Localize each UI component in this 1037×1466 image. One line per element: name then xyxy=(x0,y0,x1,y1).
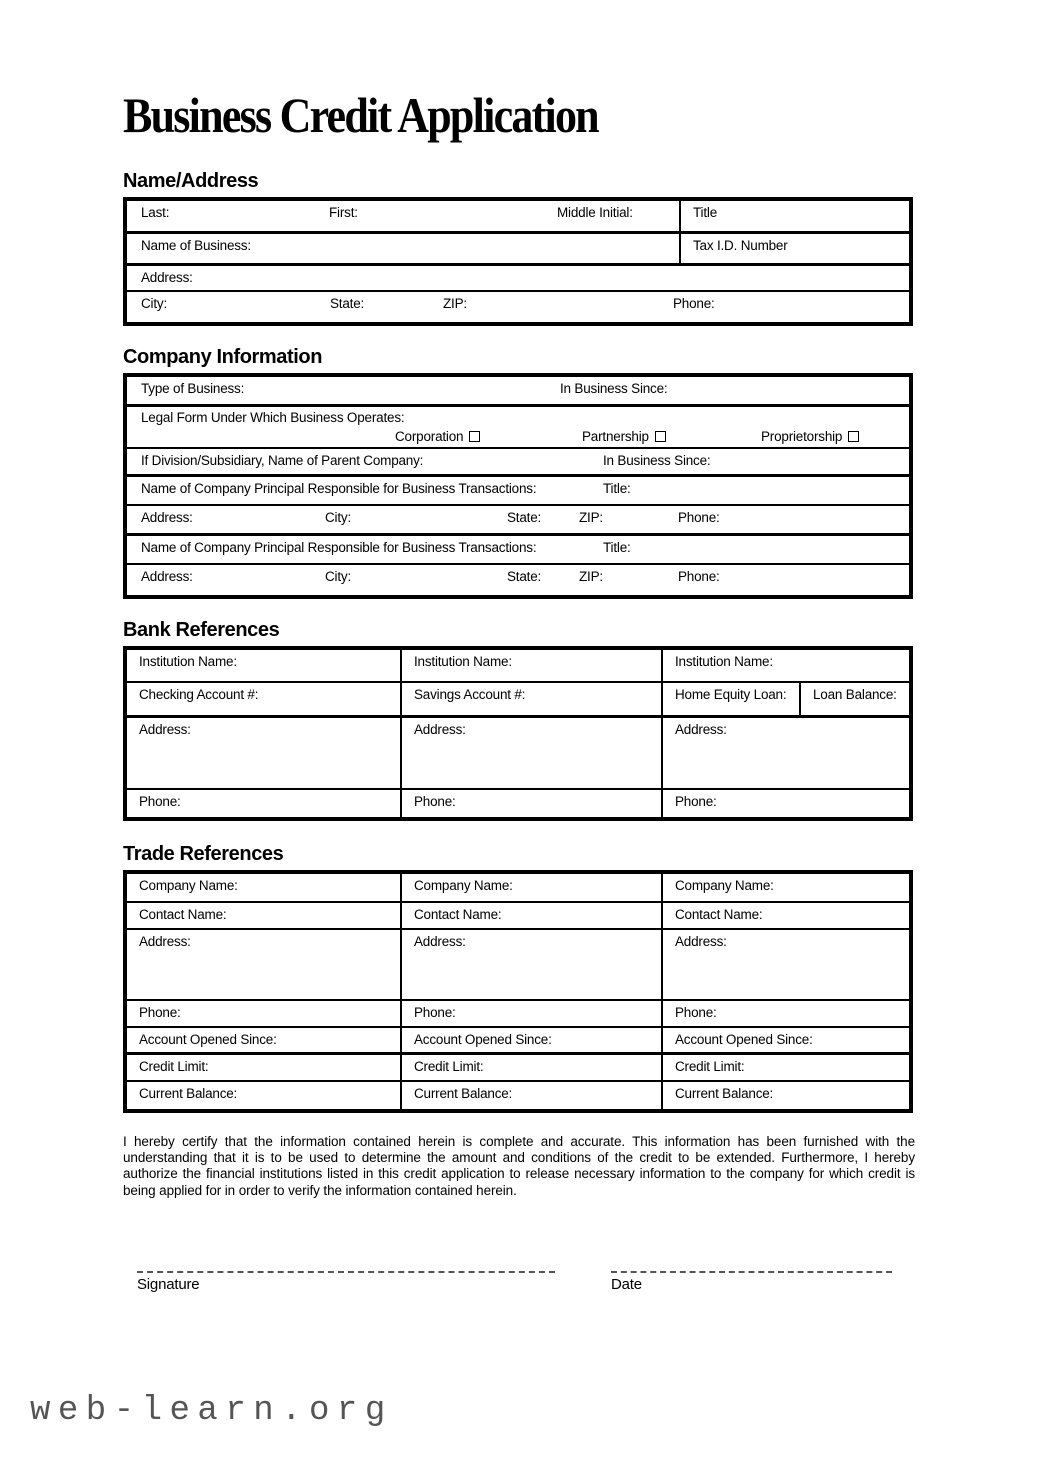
row-principal-address-2[interactable] xyxy=(127,565,909,595)
label-savings-account: Savings Account #: xyxy=(414,687,526,702)
label-partnership: Partnership xyxy=(582,429,649,444)
label-proprietorship: Proprietorship xyxy=(761,429,843,444)
section-heading-name-address: Name/Address xyxy=(123,170,259,192)
label-division-parent: If Division/Subsidiary, Name of Parent Company: xyxy=(141,453,424,468)
label-credit-limit-3: Credit Limit: xyxy=(675,1059,745,1074)
label-account-opened-3: Account Opened Since: xyxy=(675,1032,813,1047)
row-personal-name[interactable] xyxy=(127,201,909,234)
row-bank-phone xyxy=(127,790,909,817)
section-heading-bank-references: Bank References xyxy=(123,619,280,641)
label-principal-state-1: State: xyxy=(507,510,542,525)
label-trade-phone-3: Phone: xyxy=(675,1005,717,1020)
proprietorship-checkbox[interactable] xyxy=(848,431,859,442)
bank3-address-cell[interactable] xyxy=(661,718,909,788)
row-division-subsidiary[interactable] xyxy=(127,449,909,477)
trade3-account-opened-cell[interactable] xyxy=(661,1028,909,1052)
trade1-company-cell[interactable] xyxy=(127,874,400,901)
label-trade-phone-2: Phone: xyxy=(414,1005,456,1020)
trade1-account-opened-cell[interactable] xyxy=(127,1028,400,1052)
watermark-site-url: web-learn.org xyxy=(30,1392,393,1430)
label-current-balance-2: Current Balance: xyxy=(414,1086,513,1101)
label-bank-phone-3: Phone: xyxy=(675,794,717,809)
label-current-balance-3: Current Balance: xyxy=(675,1086,774,1101)
label-principal-phone-2: Phone: xyxy=(678,569,720,584)
label-in-business-since: In Business Since: xyxy=(560,381,668,396)
trade3-company-cell[interactable] xyxy=(661,874,909,901)
trade1-contact-cell[interactable] xyxy=(127,903,400,928)
label-trade-company-3: Company Name: xyxy=(675,878,774,893)
label-state: State: xyxy=(330,296,365,311)
label-trade-address-3: Address: xyxy=(675,934,727,949)
label-trade-contact-3: Contact Name: xyxy=(675,907,763,922)
label-principal-state-2: State: xyxy=(507,569,542,584)
label-credit-limit-1: Credit Limit: xyxy=(139,1059,209,1074)
signature-block xyxy=(123,1271,913,1293)
label-in-business-since-2: In Business Since: xyxy=(603,453,711,468)
label-corporation: Corporation xyxy=(395,429,464,444)
label-loan-balance: Loan Balance: xyxy=(813,687,897,702)
trade2-company-cell[interactable] xyxy=(400,874,661,901)
trade3-contact-cell[interactable] xyxy=(661,903,909,928)
label-type-of-business: Type of Business: xyxy=(141,381,245,396)
label-bank-address-1: Address: xyxy=(139,722,191,737)
section-heading-trade-references: Trade References xyxy=(123,843,284,865)
partnership-checkbox[interactable] xyxy=(655,431,666,442)
label-bank-address-3: Address: xyxy=(675,722,727,737)
label-principal-address-1: Address: xyxy=(141,510,193,525)
trade2-account-opened-cell[interactable] xyxy=(400,1028,661,1052)
label-institution-1: Institution Name: xyxy=(139,654,237,669)
label-address: Address: xyxy=(141,270,193,285)
label-phone: Phone: xyxy=(673,296,715,311)
row-address[interactable] xyxy=(127,266,909,292)
date-line[interactable] xyxy=(611,1271,892,1273)
label-city: City: xyxy=(141,296,168,311)
trade-references-table xyxy=(123,870,913,1113)
trade2-credit-limit-cell[interactable] xyxy=(400,1055,661,1080)
label-last: Last: xyxy=(141,205,170,220)
certification-paragraph: I hereby certify that the information contained herein is complete and accurate. This information has been furnished with the understanding that it is to be used to determine the amount and conditions of the credit to be extended. Furthermore, I hereby authorize the financial institutions listed in this credit application to release necessary information to the company for which credit is being applied for in order to verify the information contained herein. xyxy=(123,1134,915,1198)
label-trade-phone-1: Phone: xyxy=(139,1005,181,1020)
label-checking-account: Checking Account #: xyxy=(139,687,259,702)
label-bank-address-2: Address: xyxy=(414,722,466,737)
trade2-address-cell[interactable] xyxy=(400,930,661,999)
row-bank-address xyxy=(127,718,909,790)
trade3-phone-cell[interactable] xyxy=(661,1001,909,1026)
row-trade-company-name xyxy=(127,874,909,903)
row-principal-2[interactable] xyxy=(127,536,909,565)
label-principal-city-2: City: xyxy=(325,569,352,584)
section-heading-company-information: Company Information xyxy=(123,346,323,368)
signature-line[interactable] xyxy=(137,1271,555,1273)
bank1-phone-cell[interactable] xyxy=(127,790,400,817)
trade3-address-cell[interactable] xyxy=(661,930,909,999)
row-business-name[interactable] xyxy=(127,234,909,266)
row-city-state-zip-phone[interactable] xyxy=(127,292,909,322)
row-trade-address xyxy=(127,930,909,1001)
label-bank-phone-2: Phone: xyxy=(414,794,456,809)
label-principal-title-2: Title: xyxy=(603,540,631,555)
row-trade-contact-name xyxy=(127,903,909,930)
label-trade-contact-1: Contact Name: xyxy=(139,907,227,922)
row-trade-credit-limit xyxy=(127,1055,909,1082)
trade2-current-balance-cell[interactable] xyxy=(400,1082,661,1109)
row-type-of-business[interactable] xyxy=(127,377,909,407)
signature-label: Signature xyxy=(137,1275,200,1293)
label-trade-contact-2: Contact Name: xyxy=(414,907,502,922)
label-legal-form: Legal Form Under Which Business Operates: xyxy=(141,410,405,425)
trade1-phone-cell[interactable] xyxy=(127,1001,400,1026)
row-trade-current-balance xyxy=(127,1082,909,1109)
savings-account-cell[interactable] xyxy=(400,683,661,715)
label-trade-company-2: Company Name: xyxy=(414,878,513,893)
label-bank-phone-1: Phone: xyxy=(139,794,181,809)
label-principal-title-1: Title: xyxy=(603,481,631,496)
bank1-address-cell[interactable] xyxy=(127,718,400,788)
label-principal-zip-1: ZIP: xyxy=(579,510,603,525)
bank2-phone-cell[interactable] xyxy=(400,790,661,817)
label-account-opened-2: Account Opened Since: xyxy=(414,1032,552,1047)
trade1-current-balance-cell[interactable] xyxy=(127,1082,400,1109)
label-trade-address-1: Address: xyxy=(139,934,191,949)
label-current-balance-1: Current Balance: xyxy=(139,1086,238,1101)
option-partnership xyxy=(582,429,666,444)
signature-area[interactable] xyxy=(137,1271,555,1293)
label-zip: ZIP: xyxy=(443,296,467,311)
trade3-current-balance-cell[interactable] xyxy=(661,1082,909,1109)
label-first: First: xyxy=(329,205,358,220)
page-title: Business Credit Application xyxy=(123,87,598,143)
row-bank-accounts xyxy=(127,683,909,718)
label-principal-1: Name of Company Principal Responsible for Business Transactions: xyxy=(141,481,537,496)
trade3-credit-limit-cell[interactable] xyxy=(661,1055,909,1080)
home-equity-loan-cell[interactable] xyxy=(661,683,799,715)
row-trade-phone xyxy=(127,1001,909,1028)
label-trade-company-1: Company Name: xyxy=(139,878,238,893)
corporation-checkbox[interactable] xyxy=(469,431,480,442)
label-trade-address-2: Address: xyxy=(414,934,466,949)
trade2-phone-cell[interactable] xyxy=(400,1001,661,1026)
bank3-institution-cell[interactable] xyxy=(661,650,909,681)
label-account-opened-1: Account Opened Since: xyxy=(139,1032,277,1047)
row-legal-form xyxy=(127,407,909,449)
bank2-institution-cell[interactable] xyxy=(400,650,661,681)
option-corporation xyxy=(395,429,480,444)
label-home-equity-loan: Home Equity Loan: xyxy=(675,687,787,702)
loan-balance-cell[interactable] xyxy=(799,683,909,715)
divider-taxid-cell xyxy=(679,234,681,263)
form-content xyxy=(123,0,913,1293)
label-principal-2: Name of Company Principal Responsible for Business Transactions: xyxy=(141,540,537,555)
label-title: Title xyxy=(693,205,718,220)
label-principal-zip-2: ZIP: xyxy=(579,569,603,584)
date-label: Date xyxy=(611,1275,642,1293)
date-area[interactable] xyxy=(611,1271,892,1293)
company-information-table xyxy=(123,373,913,599)
trade1-credit-limit-cell[interactable] xyxy=(127,1055,400,1080)
label-tax-id-number: Tax I.D. Number xyxy=(693,238,788,253)
label-institution-3: Institution Name: xyxy=(675,654,773,669)
label-principal-phone-1: Phone: xyxy=(678,510,720,525)
label-middle-initial: Middle Initial: xyxy=(557,205,633,220)
bank3-phone-cell[interactable] xyxy=(661,790,909,817)
label-institution-2: Institution Name: xyxy=(414,654,512,669)
row-principal-1[interactable] xyxy=(127,477,909,506)
bank1-institution-cell[interactable] xyxy=(127,650,400,681)
option-proprietorship xyxy=(761,429,859,444)
trade2-contact-cell[interactable] xyxy=(400,903,661,928)
name-address-table xyxy=(123,197,913,326)
trade1-address-cell[interactable] xyxy=(127,930,400,999)
divider-title-cell xyxy=(679,201,681,231)
bank-references-table xyxy=(123,646,913,821)
label-name-of-business: Name of Business: xyxy=(141,238,251,253)
label-principal-city-1: City: xyxy=(325,510,352,525)
row-trade-account-opened xyxy=(127,1028,909,1055)
row-bank-institution xyxy=(127,650,909,683)
label-credit-limit-2: Credit Limit: xyxy=(414,1059,484,1074)
checking-account-cell[interactable] xyxy=(127,683,400,715)
row-principal-address-1[interactable] xyxy=(127,506,909,536)
bank2-address-cell[interactable] xyxy=(400,718,661,788)
label-principal-address-2: Address: xyxy=(141,569,193,584)
